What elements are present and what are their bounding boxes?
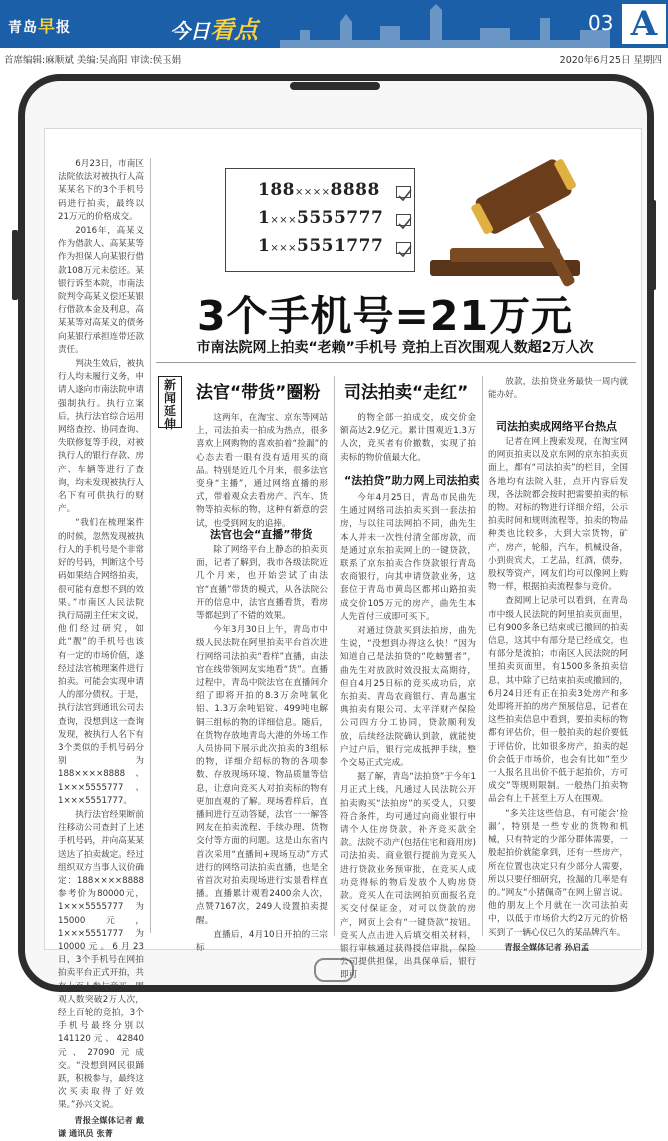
section-title: 今日看点 bbox=[170, 15, 258, 44]
paragraph: 对通过贷款买到法拍房，曲先生说，“没想到办得这么快！”因为知道自己是法拍贷的“吃螃蟹者”，曲先生对放款时效没报太高期待，但自4月25日标的竞买成功后，京东拍卖、青岛农商银行、青岛惠宝典拍卖有限公司、太平洋财产保险公司四方分工协同，贷款顺利发放，后续经法院确认到款，就能使户过户后，银行完成抵押手续，整个交易正式完成。 bbox=[340, 626, 476, 769]
masthead bbox=[0, 0, 668, 48]
editors-credit: 首席编辑:麻顺斌 美编:吴高阳 审读:侯玉娟 bbox=[4, 55, 182, 66]
subheadline: 市南法院网上拍卖“老赖”手机号 竞拍上百次围观人数超2万人次 bbox=[196, 340, 594, 356]
phone-number-1: 188××××8888 bbox=[258, 180, 380, 200]
paragraph: 的物全部一拍成交，成交价金额高达2.9亿元。累计围观近1.3万人次，竞买者有价撤数，实现了拍卖标的物价值最大化。 bbox=[340, 413, 476, 463]
phone-number-2: 1×××5555777 bbox=[258, 208, 384, 228]
left-article-column bbox=[58, 158, 144, 1141]
paragraph: 直播后，4月10日开拍的三宗标 bbox=[196, 929, 328, 954]
city-skyline-icon bbox=[280, 0, 610, 48]
news-extension-tag: 新闻延伸 bbox=[158, 376, 182, 428]
paragraph: “多关注这些信息，有可能会‘捡漏’，特别是一些专业的货物和机械，只有特定的少部分群体需要，一般起拍价就能拿到，还有一些房产，所在位置也决定只有少部分人需要，所以只要仔细研究，捡漏的几率是有的。”网友“小猪佩奇”在网上留言说。他的朋友上个月就在一次司法拍卖中，以低于市场价大约2万元的价格买到了一辆心仪已久的某品牌汽车。 bbox=[488, 808, 628, 938]
reporter-credit: 青报全媒体记者 孙启孟 bbox=[504, 941, 590, 952]
headline: 3个手机号=21万元 bbox=[197, 292, 573, 340]
paragraph: 6月23日，市南区法院依法对被执行人高某某名下的3个手机号码进行拍卖，最终以21万元的价格成交。 bbox=[58, 159, 144, 222]
phone-speaker bbox=[290, 82, 380, 90]
paragraph: 今年4月25日，青岛市民曲先生通过网络司法拍卖买到一套法拍房，与以往司法网拍不同，曲先生本人并未一次性付清全部房款，而是通过京东拍卖网上的一键贷款，联系了京东拍卖合作贷款银行青岛农商银行，向其申请贷款业务，这套位于青岛市黄岛区都邦山路拍卖成交价105万元的房产，曲先生本人先首付三成即可买下。 bbox=[340, 493, 476, 622]
paragraph: 今年3月30日上午，青岛市中级人民法院在阿里拍卖平台首次进行网络司法拍卖“看样”直播，由法官在线带领网友实地看“货”。直播过程中，青岛中院法官在直播间介绍了即将开拍的8.3万余吨氧化铝、1.3万余吨铝锭、499吨电解铜三组标的物的详细信息。随后，在货物存放地青岛大港的外场工作人员协同下展示此次拍卖的3组标的物，详细介绍标的物的各项参数、存放现场环境、物品质量等信息，让意向竞买人对拍卖标的物有更加直观的了解。现场看样后，直播间进行互动答疑，法官一一解答网友在拍卖流程、手续办理、货物交付等方面的问题。这是山东省内首次采用“直播间+现场互动”方式进行的网络司法拍卖直播，也是全省首次对拍卖现场进行实景看样直播。直播累计观看2400余人次，点赞7167次，249人设置拍卖提醒。 bbox=[196, 625, 328, 926]
article-column-4 bbox=[488, 376, 628, 403]
paragraph: 查阅网上记录可以看到，在青岛市中级人民法院的阿里拍卖页面里，已有900多条已结束或已撤回的拍卖信息，这其中有部分是已经成交，也有部分是流拍；市南区人民法院的阿里拍卖页面里，有1500多条拍卖信息，其中除了已结束拍卖或撤回的，6月24日还有正在拍卖3处房产和多处即将开拍的房产预展信息，记者在这些拍卖信息中看到，要拍卖标的物都有评估价，但一般拍卖的起价要低于评估价，比如很多房产，拍卖的起价会低于市场价，也会有比如“至少一人报名且出价不低于起拍价，方可成交”等规则限制。一般热门拍卖物品会有上千甚至上万人在围观。 bbox=[488, 596, 628, 805]
subsection-title: 司法拍卖成网络平台热点 bbox=[496, 420, 617, 433]
issue-date: 2020年6月25日 星期四 bbox=[559, 55, 662, 66]
checkbox-checked-icon bbox=[396, 186, 411, 198]
paragraph: “我们在梳理案件的时候，忽然发现被执行人的手机号是个非常好的号码，判断这个号码如果结合网络拍卖，很可能有意想不到的效果。”市南区人民法院执行局副主任宋文说，他们经过研究，如此“靓”的手机号也该有一定的市场价值，遂经过法官梳理案件进行拍卖。可能会实现申请人的部分债权。于是，执行法官到通讯公司去查询，没想到这一查询发现，被执行人名下有3个类似的手机号码分别为188××××8888、1×××5555777、1×××5551777。 bbox=[58, 518, 144, 806]
section-title-auction: 司法拍卖“走红” bbox=[344, 383, 469, 403]
reporter-credit: 青报全媒体记者 戴谦 通讯员 张菁 bbox=[58, 1114, 144, 1138]
checkbox-checked-icon bbox=[396, 214, 411, 226]
paragraph: 这两年，在淘宝、京东等网站上，司法拍卖一拍成为热点，很多喜欢上网购物的喜欢拍着“捡漏”的心态去看一眼有没有适用买的商品。特别是近几个月来，很多法官变身“主播”，通过网络直播的形式，带着观众去看房产、汽车、货物等拍卖标的物，这种有新意的尝试，也受到网友的追捧。 bbox=[196, 413, 328, 529]
newspaper-logo: 青岛早报 bbox=[8, 17, 71, 37]
column-divider bbox=[334, 376, 335, 936]
phone-number-3: 1×××5551777 bbox=[258, 236, 384, 256]
checkbox-checked-icon bbox=[396, 242, 411, 254]
phone-side-button bbox=[12, 230, 18, 300]
paragraph: 判决生效后，被执行人均未履行义务，申请人遂向市南法院申请强制执行。执行立案后，执行法官综合运用网络查控、协同查询、失联修复等手段，对被执行人的银行存款、房产、车辆等进行了查询，均未发现被执行人名下有可供执行的财产。 bbox=[58, 359, 144, 515]
column-divider bbox=[482, 376, 483, 936]
gavel-icon bbox=[420, 140, 630, 290]
paragraph: 据了解，青岛“法拍贷”于今年1月正式上线，凡通过人民法院公开拍卖购买“法拍房”的买受人，只要符合条件，均可通过向商业银行申请个人住房贷款，补齐竞买款全款。法院不动产(包括住宅和商用房)司法拍卖、商业银行提前为竞买人进行贷款业务预审批，在竞买人成功竞得标的物后发放个人购房贷款。竞买人在司法网拍页面报名竞买交付保证金，对可以贷款的房产，网页上会有“一键贷款”按钮。竞买人点击进入后填交相关材料，银行审核通过获得授信审批，保险公司提供担保，出具保单后，银行即可 bbox=[340, 772, 476, 981]
section-title-judge: 法官“带货”圈粉 bbox=[196, 383, 321, 403]
article-column-4b bbox=[488, 436, 628, 955]
page-number: 03 bbox=[588, 11, 614, 35]
paragraph: 2016年，高某义作为借款人、高某某等作为担保人向某银行借款108万元未偿还。某银行诉至本院，市南法院判令高某义偿还某银行借款本金及利息，高某某等对高某义的债务向某银行承担连带还款责任。 bbox=[58, 226, 144, 355]
section-divider bbox=[156, 362, 636, 363]
paragraph: 放款，法拍贷业务最快一周内就能办好。 bbox=[488, 377, 628, 401]
paragraph: 记者在网上搜索发现，在淘宝网的网页拍卖以及京东网的京东拍卖页面上，都有“司法拍卖”的栏目，全国各地均有法院入驻，点开内容后发现，各法院都会按时把需要拍卖的标的物。对标的物进行详细介绍，公示拍卖时间和规则流程等，拍卖的物品种类也比较多，大到大宗货物，矿产，房产，轮船，汽车，机械设备，小到贵宾犬，工艺品，红酒，债券，股权等资产，网友们均可以像网上购物一样，根据拍卖流程参与竞价。 bbox=[488, 437, 628, 593]
subsection-title: 法官也会“直播”带货 bbox=[210, 528, 313, 541]
article-column-2b bbox=[196, 544, 328, 956]
column-divider bbox=[150, 158, 151, 933]
paragraph: 执行法官经果断前往移动公司查封了上述手机号码，并向高某某送达了拍卖裁定。经过组织双方当事人议价确定：188××××8888参考价为80000元，1×××5555777为15000元，1×××5551777为10000元。6月23日，3个手机号在网拍拍卖平台正式开拍，共有上百人参与竞买，围观人数突破2万人次，经上百轮的竞拍，3个手机号最终分别以141120元、42840元、27090元成交。“没想到网民很踊跃，积极参与，最终这次买卖取得了好效果。”孙兴文说。 bbox=[58, 809, 144, 1111]
phone-side-button bbox=[650, 200, 656, 290]
subsection-title: “法拍贷”助力网上司法拍卖 bbox=[344, 474, 480, 487]
article-column-3b bbox=[340, 492, 476, 984]
paragraph: 除了网络平台上静态的拍卖页面，记者了解到，我市各级法院近几个月来，也开始尝试了由法官“直播”带货的模式，从各法院公开的信息中，法官直播看货，看房等都起到了不错的效果。 bbox=[196, 545, 328, 622]
article-column-3 bbox=[340, 412, 476, 466]
page-letter: A bbox=[622, 4, 666, 44]
article-column-2 bbox=[196, 412, 328, 532]
